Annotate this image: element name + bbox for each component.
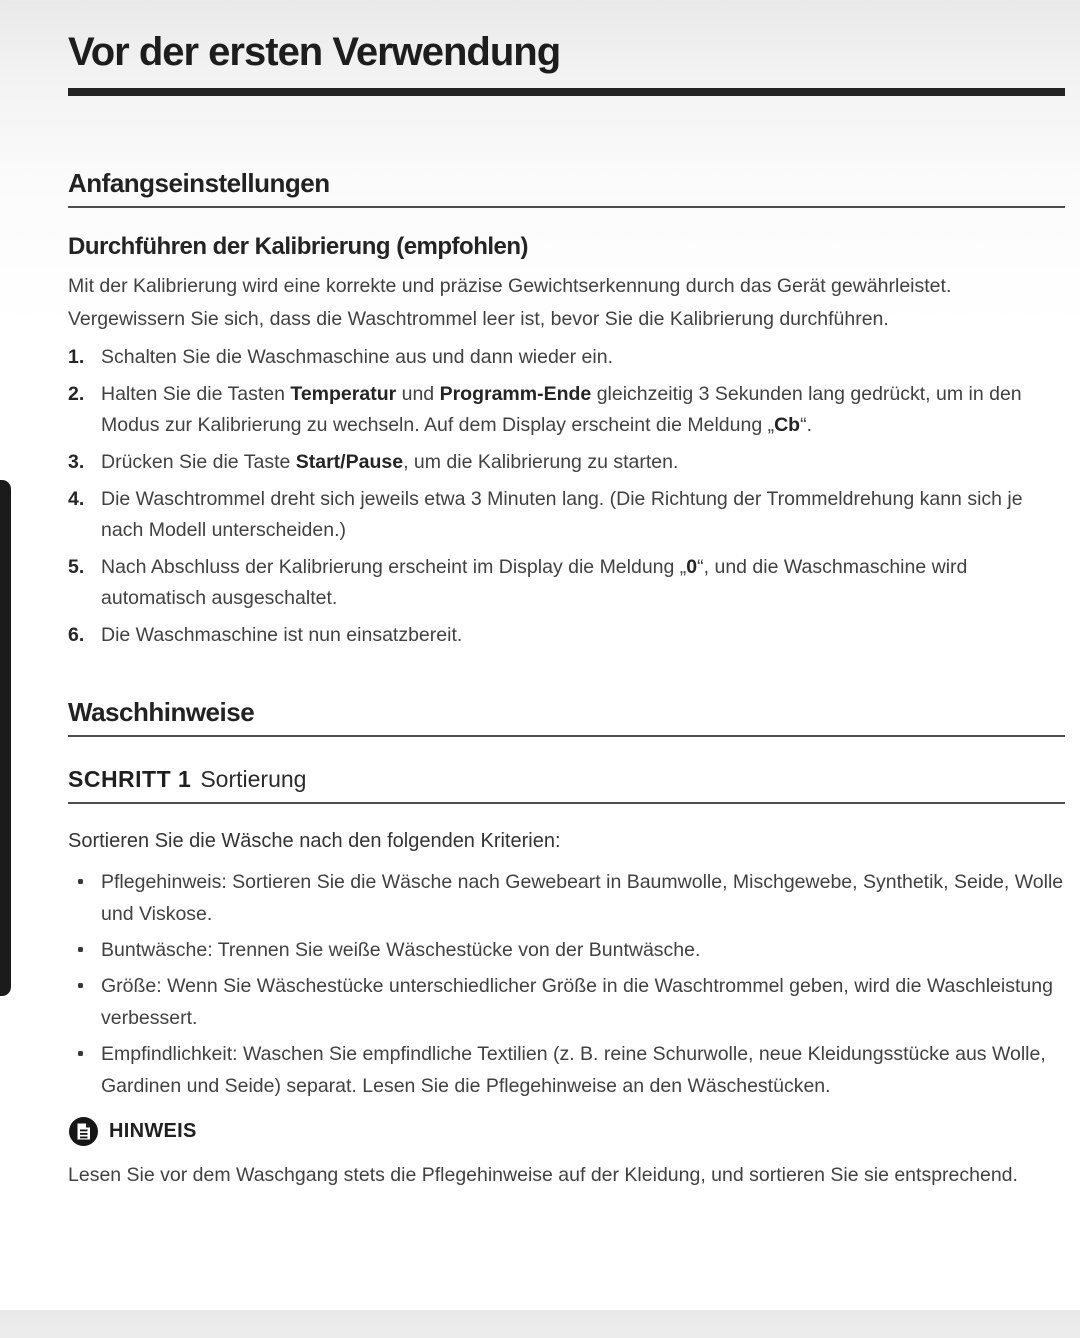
bullet-text: Pflegehinweis: Sortieren Sie die Wäsche nach Gewebeart in Baumwolle, Mischgewebe, Synthetik, Seide, Wolle und Viskose. [101,871,1064,925]
step1-banner [68,765,1065,804]
calibration-intro: Mit der Kalibrierung wird eine korrekte und präzise Gewichtserkennung durch das Gerät gewährleistet. Vergewissern Sie sich, dass die Waschtrommel leer ist, bevor Sie die Kalibrierung durchführen. [68,275,952,330]
step-number: 3. [68,451,85,473]
manual-page [0,28,1080,1191]
bullet-text: Buntwäsche: Trennen Sie weiße Wäschestücke von der Buntwäsche. [101,939,701,961]
list-item [68,970,1065,1034]
step-text: Schalten Sie die Waschmaschine aus und dann wieder ein. [101,346,613,368]
note-header [68,1116,1065,1147]
list-item [68,934,1065,966]
list-item [68,552,1065,614]
calibration-heading: Durchführen der Kalibrierung (empfohlen) [68,233,529,260]
list-item [68,484,1065,546]
list-item [68,342,1065,373]
section-heading-initial-settings: Anfangseinstellungen [68,168,1065,208]
sorting-lead: Sortieren Sie die Wäsche nach den folgenden Kriterien: [68,830,561,852]
step-number: 6. [68,624,85,646]
step-text: Die Waschmaschine ist nun einsatzbereit. [101,624,463,646]
step-number: 2. [68,383,85,405]
sorting-criteria-list [68,866,1065,1102]
step1-label: SCHRITT 1 [68,766,192,792]
page-title: Vor der ersten Verwendung [68,30,561,74]
calibration-steps-list [68,342,1065,651]
list-item [68,379,1065,441]
bullet-icon [68,866,101,930]
bullet-icon [68,934,101,966]
list-item [68,866,1065,930]
list-item [68,447,1065,478]
section-heading-washing-notes: Waschhinweise [68,697,1065,737]
step1-title: Sortierung [200,766,307,792]
list-item [68,620,1065,651]
step-number: 1. [68,346,85,368]
note-label: HINWEIS [109,1120,197,1142]
step-text: Drücken Sie die Taste Start/Pause, um die Kalibrierung zu starten. [101,451,679,473]
step-text: Die Waschtrommel dreht sich jeweils etwa 3 Minuten lang. (Die Richtung der Trommeldrehung kann sich je nach Modell unterscheiden.) [101,488,1023,541]
step-text: Halten Sie die Tasten Temperatur und Programm-Ende gleichzeitig 3 Sekunden lang gedrückt, um in den Modus zur Kalibrierung zu wechseln. Auf dem Display erscheint die Meldung „Cb“. [101,383,1022,436]
list-item [68,1038,1065,1102]
bullet-text: Größe: Wenn Sie Wäschestücke unterschiedlicher Größe in die Waschtrommel geben, wird die Waschleistung verbessert. [101,975,1053,1029]
bullet-text: Empfindlichkeit: Waschen Sie empfindliche Textilien (z. B. reine Schurwolle, neue Kleidungsstücke aus Wolle, Gardinen und Seide) separat. Lesen Sie die Pflegehinweise an den Wäschestücken. [101,1043,1046,1097]
bullet-icon [68,970,101,1034]
step-number: 5. [68,556,85,578]
note-text: Lesen Sie vor dem Waschgang stets die Pflegehinweise auf der Kleidung, und sortieren Sie sie entsprechend. [68,1164,1018,1186]
bullet-icon [68,1038,101,1102]
step-text: Nach Abschluss der Kalibrierung erscheint im Display die Meldung „0“, und die Waschmaschine wird automatisch ausgeschaltet. [101,556,968,609]
note-document-icon [68,1116,99,1147]
page-edge-tab [0,480,11,996]
title-rule [68,88,1065,96]
step-number: 4. [68,488,85,510]
